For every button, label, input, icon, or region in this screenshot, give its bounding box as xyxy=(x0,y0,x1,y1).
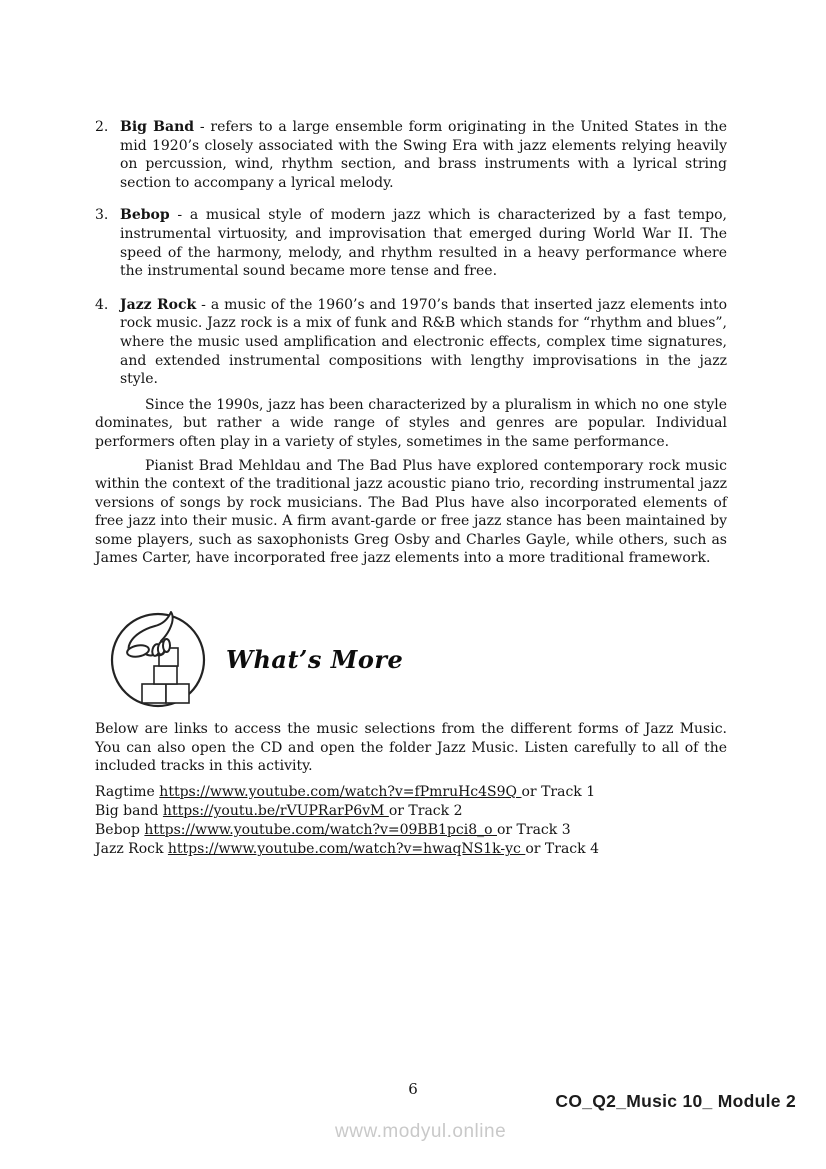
link-prefix: Big band xyxy=(95,803,163,820)
paragraph-performers: Pianist Brad Mehldau and The Bad Plus have explored contemporary rock music within the context of the traditional jazz acoustic piano trio, recording instrumental jazz versions of songs by rock musicians. The Bad Plus have also incorporated elements of free jazz into their music. A firm avant-garde or free jazz stance has been maintained by some players, such as saxophonists Greg Osby and Charles Gayle, while others, such as James Carter, have incorporated free jazz elements into a more traditional framework. xyxy=(95,457,727,567)
page-content xyxy=(95,118,727,860)
section-title: What’s More xyxy=(226,644,404,674)
term-bebop: Bebop xyxy=(120,207,170,224)
youtube-link-big-band[interactable]: https://youtu.be/rVUPRarP6vM xyxy=(162,803,389,820)
link-suffix: or Track 3 xyxy=(496,822,571,839)
hand-stacking-blocks-icon xyxy=(108,610,208,710)
link-prefix: Jazz Rock xyxy=(95,841,168,858)
track-link-line-bebop xyxy=(95,821,727,840)
watermark: www.modyul.online xyxy=(335,1121,507,1142)
link-prefix: Ragtime xyxy=(95,783,160,800)
track-link-line-jazz-rock xyxy=(95,840,727,859)
definition-text: - a music of the 1960’s and 1970’s bands that inserted jazz elements into rock music. Jazz rock is a mix of funk and R&B which stands for “rhythm and blues”, where the music used amplification and electronic effects, complex time signatures, and extended instrumental compositions with lengthy improvisations in the jazz style. xyxy=(120,296,727,388)
definition-text: - a musical style of modern jazz which is characterized by a fast tempo, instrumental virtuosity, and improvisation that emerged during World War II. The speed of the harmony, melody, and rhythm resulted in a heavy performance where the instrumental sound became more tense and free. xyxy=(120,207,727,280)
list-number: 3. xyxy=(95,207,109,224)
youtube-link-bebop[interactable]: https://www.youtube.com/watch?v=09BB1pci8_o xyxy=(144,822,497,839)
track-links xyxy=(95,783,727,860)
track-link-line-big-band xyxy=(95,802,727,821)
link-prefix: Bebop xyxy=(95,822,145,839)
term-big-band: Big Band xyxy=(120,119,195,135)
link-suffix: or Track 4 xyxy=(525,841,599,858)
section-intro: Below are links to access the music selections from the different forms of Jazz Music. You can also open the CD and open the folder Jazz Music. Listen carefully to all of the included tracks in this activity. xyxy=(95,721,727,775)
module-id: CO_Q2_Music 10_ Module 2 xyxy=(555,1091,796,1111)
whats-more-header xyxy=(108,610,727,710)
definition-text: - refers to a large ensemble form originating in the United States in the mid 1920’s closely associated with the Swing Era with jazz elements relying heavily on percussion, wind, rhythm section, and brass instruments with a lyrical string section to accompany a lyrical melody. xyxy=(120,119,727,191)
youtube-link-jazz-rock[interactable]: https://www.youtube.com/watch?v=hwaqNS1k-yc xyxy=(167,841,526,858)
link-suffix: or Track 2 xyxy=(388,803,463,820)
youtube-link-ragtime[interactable]: https://www.youtube.com/watch?v=fPmruHc4S9Q xyxy=(159,783,522,800)
list-number: 4. xyxy=(95,296,109,313)
term-jazz-rock: Jazz Rock xyxy=(120,296,197,313)
paragraph-1990s: Since the 1990s, jazz has been characterized by a pluralism in which no one style dominates, but rather a wide range of styles and genres are popular. Individual performers often play in a variety of styles, sometimes in the same performance. xyxy=(95,396,727,450)
list-item-jazz-rock xyxy=(95,296,727,389)
list-item-bebop xyxy=(95,206,727,280)
page-number: 6 xyxy=(408,1080,418,1098)
track-link-line-ragtime xyxy=(95,783,727,802)
list-item-big-band xyxy=(95,118,727,192)
jazz-forms-list xyxy=(95,118,727,389)
link-suffix: or Track 1 xyxy=(521,783,596,800)
list-number: 2. xyxy=(95,119,109,135)
